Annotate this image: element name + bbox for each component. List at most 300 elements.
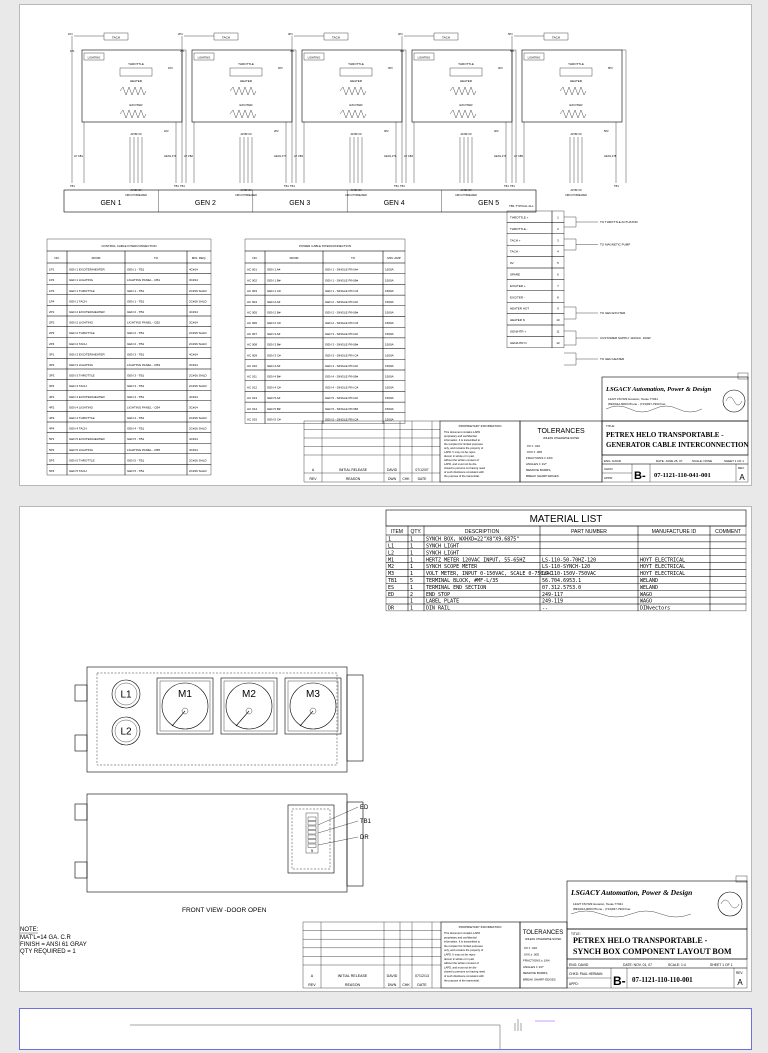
ac-label: A# B# C#	[460, 133, 472, 136]
power-cable-table-cell-text: AC 002	[247, 278, 258, 283]
material-cell-text: L1	[388, 543, 395, 550]
control-cable-table-cell-text: GEN 4 - TB1	[127, 394, 145, 399]
rev-header-2: REV	[308, 983, 316, 987]
tag-tach: 5P4	[508, 33, 513, 36]
power-cable-table-cell-text: GEN 1 A#	[267, 267, 281, 272]
material-cell	[710, 576, 746, 583]
proprietary-line-2: the recipient for limited purposes	[444, 944, 483, 948]
material-cell-text: L2	[388, 550, 395, 557]
tag-tach: 2P4	[178, 33, 183, 36]
material-cell	[386, 597, 408, 604]
eng-text-2: ENG: DAVID	[569, 963, 589, 967]
material-header: PART NUMBER	[571, 529, 607, 535]
material-cell	[710, 556, 746, 563]
control-cable-table-cell-text: GEN 4 EXCITER/HEATER	[69, 394, 105, 399]
scale-text-2: SCALE: 1:4	[668, 963, 686, 967]
material-cell-text: LS-110-SYNCH-120	[542, 564, 591, 571]
material-cell	[710, 583, 746, 590]
tb1-num: 9	[557, 306, 559, 311]
breaker-label: CIRCUIT BREAKER	[345, 194, 367, 197]
ac-label: A# B# C#	[240, 133, 252, 136]
tb1-label: THROTTLE +	[510, 215, 529, 220]
control-cable-table-cell-text: GEN 2 EXCITER/HEATER	[69, 310, 105, 315]
material-cell	[710, 570, 746, 577]
rev-entry: INITIAL RELEASE	[339, 468, 367, 472]
tb1-num: 8	[557, 295, 559, 300]
tb1-label-cell	[507, 257, 552, 268]
control-cable-table-cell-text: LIGHTING PANEL - CB2	[127, 320, 161, 325]
power-cable-table-cell-text: GEN 5 B#	[267, 406, 281, 411]
power-cable-table-cell-text: GEN 4 C#	[267, 385, 281, 390]
material-cell-text: TB1	[388, 578, 398, 584]
material-cell-text: 1	[388, 536, 392, 543]
material-header: COMMENT	[715, 529, 741, 535]
control-cable-table-cell-text: GEN 4 - TB1	[127, 426, 145, 431]
generator-3	[288, 32, 406, 197]
tag-throttle: 5P3	[608, 67, 613, 70]
material-cell-text: ED	[388, 591, 395, 598]
power-cable-table-header: TO	[350, 255, 356, 260]
proprietary-line: duced, in whole or in part,	[444, 455, 475, 458]
material-cell-text: WAGO	[640, 591, 653, 598]
tb1-bracket	[564, 217, 598, 227]
heater-resistor	[340, 87, 366, 95]
power-cable-table-cell-text: AC 014	[247, 406, 258, 411]
meter-needle	[300, 711, 313, 726]
tolerance-line-2: ANGLES ± 1/2°	[523, 964, 544, 969]
tb1-num: 7	[557, 283, 559, 288]
tb1-bracket	[564, 239, 598, 250]
material-cell-text: SYNCH SCOPE METER	[426, 564, 478, 571]
ac-bottom: A# B# C#	[240, 189, 252, 192]
tb1-label-left: TB1	[70, 185, 75, 188]
rev-value: A	[739, 473, 745, 482]
tolerance-line-2: .XX ± .010	[523, 946, 537, 950]
rev-entry: 07/12/07	[415, 468, 429, 472]
material-cell-text: WELAND	[640, 584, 659, 591]
tb1-num: 11	[556, 329, 560, 334]
power-cable-table-cell-text: AC 015	[247, 417, 258, 422]
power-cable-table-cell-text: GEN 5 - SINGLE PIN C#	[325, 417, 359, 422]
tb1-label: GEN/HTR +	[510, 329, 527, 334]
tag-tach: 4P4	[398, 33, 403, 36]
material-cell-text: SYNCH LIGHT	[426, 550, 460, 557]
tag-tach: 3P4	[288, 33, 293, 36]
view-caption: FRONT VIEW -DOOR OPEN	[182, 907, 267, 914]
heater-resistor	[560, 87, 586, 95]
print-tag	[738, 373, 748, 379]
power-cable-table-cell-text: GEN 2 A#	[267, 299, 281, 304]
gen-note: GEN1,1T8	[604, 155, 617, 158]
control-cable-table-cell-text: 2C#16 SHLD	[189, 373, 207, 378]
proprietary-line: LAPD, and must not be dis-	[444, 463, 477, 466]
title-line2-2: SYNCH BOX COMPONENT LAYOUT BOM	[573, 947, 732, 956]
power-cable-table-cell-text: 1500A	[385, 299, 394, 304]
tb1-bracket	[564, 307, 598, 319]
scale-text: SCALE: NONE	[692, 459, 713, 463]
heater-label: HEATER	[570, 79, 582, 83]
control-cable-table-cell-text: 3P1	[49, 352, 55, 357]
appd-text: APPD:	[604, 476, 614, 480]
tag-light: 4P1	[400, 50, 405, 53]
ac-bottom: A# B# C#	[570, 189, 582, 192]
lighting-label: LIGHTING	[87, 56, 101, 60]
throttle-box	[120, 68, 152, 76]
exciter-label: EXCITER	[569, 103, 583, 107]
control-cable-table-cell-text: 4P1	[49, 394, 55, 399]
tb1-num: 5	[557, 261, 559, 266]
rev-header: REASON	[345, 477, 361, 481]
terminal	[308, 831, 316, 835]
control-cable-table-cell-text: 4C#14	[189, 394, 198, 399]
material-cell-text: HOYT ELECTRICAL	[640, 564, 686, 571]
light-label: L2	[120, 726, 132, 738]
power-cable-table-cell-text: GEN 3 - SINGLE PIN A#	[325, 331, 358, 336]
rev-header: DATE	[417, 477, 427, 481]
material-cell-text: HERTZ METER 120VAC INPUT, 55-65HZ	[426, 557, 526, 564]
control-cable-table-cell-text: GEN 2 - TB1	[127, 310, 145, 315]
material-cell-text: LS-110-50-70HZ-120	[542, 557, 597, 564]
sheet-next-partial	[19, 1008, 752, 1050]
tach-label: TACH	[332, 35, 340, 40]
sheet-text-2: SHEET 1 OF 1	[710, 963, 733, 967]
dwg-number: 07-1121-110-041-001	[654, 472, 711, 479]
tach-label: TACH	[222, 35, 230, 40]
lp-label: LP CB5	[514, 155, 523, 158]
proprietary-line-2: proprietary and confidential	[444, 936, 477, 940]
power-cable-table-cell-text: AC 001	[247, 267, 258, 272]
leader-tb1	[318, 821, 358, 833]
gen-label: GEN 5	[478, 200, 500, 207]
title-block	[602, 373, 749, 482]
title-label: TITLE:	[606, 424, 616, 428]
material-cell-text: WELAND	[640, 578, 659, 584]
tb1-label: HEATER N	[510, 318, 525, 323]
control-cable-table-cell-text: 1P2	[49, 278, 55, 283]
control-cable-table-cell-text: 3C#14	[189, 278, 198, 283]
power-cable-table-cell-text: GEN 3 B#	[267, 342, 281, 347]
lighting-label: LIGHTING	[307, 56, 321, 60]
proprietary-title: PROPRIETARY INFORMATION	[458, 424, 502, 428]
proprietary-line: LAPD. It may not be repro-	[444, 451, 476, 454]
generator-1	[68, 32, 186, 197]
meter-M3-frame	[285, 678, 341, 734]
control-cable-table-cell-text: 4P2	[49, 405, 55, 410]
rev-header-2: DWN	[387, 983, 397, 987]
material-cell-text: 1	[410, 605, 414, 612]
rev-entry-2: 07/12/13	[415, 974, 429, 978]
power-cable-table-cell-text: 1500A	[385, 353, 394, 358]
sheet-text: SHEET 1 OF 1	[724, 459, 744, 463]
lp-label: LP CB4	[404, 155, 413, 158]
proprietary-line-2: only, and remains the property of	[444, 949, 484, 953]
control-cable-table-cell-text: 3C#14	[189, 363, 198, 368]
partial-symbol	[515, 1019, 521, 1031]
exciter-resistor	[340, 110, 366, 118]
control-cable-table-cell-text: GEN 4 - TB1	[127, 416, 145, 421]
tach-label: TACH	[442, 35, 450, 40]
material-cell-text: HOYT ELECTRICAL	[640, 571, 686, 578]
control-cable-table-cell-text: GEN 2 - TB1	[127, 331, 145, 336]
sheet-synch-box-layout	[19, 506, 752, 992]
tag-light: 2P1	[180, 50, 185, 53]
material-cell-text: TERMINAL END SECTION	[426, 584, 487, 591]
power-cable-table-title: POWER CABLE INTERCONNECTION	[298, 243, 352, 248]
control-cable-table-cell-text: GEN 5 - TB1	[127, 469, 145, 474]
control-cable-table-cell-text: 3C#14	[189, 405, 198, 410]
generator-housing	[522, 50, 622, 122]
panel-body	[87, 667, 347, 772]
power-cable-table-cell-text: GEN 3 C#	[267, 353, 281, 358]
company-wave-2	[571, 911, 691, 917]
ac-label: A# B# C#	[350, 133, 362, 136]
din-rail	[306, 813, 318, 853]
power-cable-table-cell-text: GEN 1 B#	[267, 278, 281, 283]
control-cable-table-cell-text: GEN 4 LIGHTING	[69, 405, 94, 410]
ac-bottom: A# B# C#	[130, 189, 142, 192]
tb1-label-right: TB1	[614, 185, 619, 188]
heater-resistor	[450, 87, 476, 95]
power-cable-table-cell-text: AC 006	[247, 321, 258, 326]
rev-header-2: CHK	[402, 983, 410, 987]
ac-bottom: A# B# C#	[350, 189, 362, 192]
title-label-2: TITLE:	[571, 932, 581, 936]
date-text: DATE: JUNE 25, 07	[656, 459, 683, 463]
power-cable-table-cell-text: 1500A	[385, 385, 394, 390]
control-cable-table-cell-text: 1P1	[49, 267, 55, 272]
panel-handle	[347, 675, 363, 761]
proprietary-line-2: the purpose of the transmittal.	[444, 979, 480, 983]
heater-resistor	[120, 87, 146, 95]
terminal	[308, 822, 316, 826]
tag-exciter: 4P2	[494, 130, 499, 133]
tolerance-line: ANGLES ± 1/2°	[526, 462, 547, 466]
company-logo-wave	[726, 397, 742, 405]
control-cable-table-cell-text: GEN 5 - TB1	[127, 458, 145, 463]
throttle-label: THROTTLE	[458, 62, 474, 66]
power-cable-table-cell-text: GEN 4 - SINGLE PIN C#	[325, 385, 359, 390]
power-cable-table-header: MIN. AMP	[387, 255, 401, 260]
material-cell	[540, 542, 638, 549]
note-title: NOTE:	[20, 927, 39, 933]
tb1-label-left: TB1	[400, 185, 405, 188]
lighting-label: LIGHTING	[197, 56, 211, 60]
exciter-resistor	[560, 110, 586, 118]
material-cell-text: M3	[388, 571, 395, 578]
proprietary-line: proprietary and confidential	[444, 435, 477, 438]
power-cable-table-cell-text: GEN 3 - SINGLE PIN B#	[325, 342, 359, 347]
control-cable-table-cell-text: GEN 1 LIGHTING	[69, 278, 94, 283]
power-cable-table-cell-text: GEN 4 - SINGLE PIN A#	[325, 364, 358, 369]
power-cable-table-cell-text: GEN 1 C#	[267, 289, 281, 294]
material-cell-text: 2	[410, 591, 414, 598]
gen-note: GEN1,1T7	[274, 155, 287, 158]
exciter-label: EXCITER	[349, 103, 363, 107]
tb1-num: 3	[557, 238, 559, 243]
control-cable-table-cell-text: 2P3	[49, 331, 55, 336]
meter-needle	[236, 711, 249, 726]
control-cable-table-cell-text: GEN 1 TACH	[69, 299, 87, 304]
lp-label: LP CB1	[74, 155, 83, 158]
power-cable-table-cell-text: AC 009	[247, 353, 258, 358]
power-cable-table-cell-text: 1500A	[385, 342, 394, 347]
rev-header-2: REASON	[344, 983, 361, 987]
power-cable-table-cell-text: 1500A	[385, 321, 394, 326]
company-phone: (832)912-9063 Phone - (713)937-7903 Fax	[608, 402, 666, 406]
control-cable-table-cell-text: GEN 1 - TB1	[127, 299, 145, 304]
tag-exciter: 5P2	[604, 130, 609, 133]
control-cable-table-cell-text: 2C#16 SHLD	[189, 416, 207, 421]
control-cable-table-cell-text: GEN 3 LIGHTING	[69, 363, 94, 368]
company-logo-wave-2	[721, 900, 739, 908]
proprietary-line: of such disclosure consistent with	[444, 471, 484, 474]
control-cable-table-cell-text: 4C#14	[189, 267, 198, 272]
tb1-label-left: TB1	[290, 185, 295, 188]
power-cable-table-cell-text: GEN 3 A#	[267, 331, 281, 336]
lp-label: LP CB3	[294, 155, 303, 158]
gen-note: GEN1,1T3	[494, 155, 507, 158]
control-cable-table-cell-text: 1P3	[49, 288, 55, 293]
title-line2: GENERATOR CABLE INTERCONNECTION	[606, 441, 749, 449]
control-cable-table-cell-text: GEN 5 EXCITER/HEATER	[69, 437, 105, 442]
terminal	[308, 826, 316, 830]
material-cell-text: 1	[410, 571, 414, 578]
control-cable-table-cell-text: 2P2	[49, 320, 55, 325]
tolerance-line-2: BREAK SHARP EDGES	[523, 977, 556, 982]
material-cell-text: 1	[410, 543, 414, 550]
terminal-count: 5	[310, 848, 314, 853]
control-cable-table-cell-text: 2C#16 SHLD	[189, 426, 207, 431]
tb1-note: TO GEN HEATER	[600, 357, 625, 361]
control-cable-table-header: FROM	[91, 255, 101, 260]
control-cable-table-cell-text: 5P4	[49, 469, 55, 474]
rev-header: DWN	[387, 477, 397, 481]
heater-resistor	[230, 87, 256, 95]
terminal	[308, 840, 316, 844]
throttle-box	[450, 68, 482, 76]
tb1-label: THROTTLE -	[510, 226, 528, 231]
tb1-label-right: TB1	[174, 185, 179, 188]
gen-label: GEN 4	[383, 200, 405, 207]
material-cell	[540, 604, 638, 611]
control-cable-table-cell-text: 2P1	[49, 310, 55, 315]
power-cable-table-cell-text: GEN 1 - SINGLE PIN B#	[325, 278, 359, 283]
power-cable-table-cell-text: 1500A	[385, 396, 394, 401]
label-ed: ED	[360, 805, 369, 811]
proprietary-line-2: information. It is transmitted to	[444, 940, 480, 944]
exciter-resistor	[120, 110, 146, 118]
material-cell	[710, 590, 746, 597]
tach-label: TACH	[552, 35, 560, 40]
proprietary-line: the recipient for limited purposes	[444, 443, 483, 446]
proprietary-line: without the written consent of	[444, 459, 479, 462]
chkd-text-2: CHKD: PAUL HERMAN	[569, 972, 603, 976]
generator-5	[508, 32, 626, 197]
tag-exciter: 1P2	[164, 130, 169, 133]
material-cell-text: WAGO	[640, 598, 653, 605]
gen-label: GEN 3	[289, 200, 311, 207]
interior-handle	[347, 802, 363, 886]
company-wave	[606, 406, 702, 412]
breaker-label: CIRCUIT BREAKER	[455, 194, 477, 197]
generator-housing	[192, 50, 292, 122]
proprietary-line: the purpose of the transmittal.	[444, 475, 480, 478]
power-cable-table-cell-text: AC 008	[247, 342, 258, 347]
power-cable-table-cell-text: AC 011	[247, 374, 257, 379]
material-cell-text: DIN RAIL	[426, 605, 451, 612]
label-tb1: TB1	[360, 819, 372, 825]
tag-light: 1P1	[70, 50, 75, 53]
power-cable-table-header: FROM	[289, 255, 299, 260]
breaker-label: CIRCUIT BREAKER	[235, 194, 257, 197]
tolerance-line-2: FRACTIONS ± 1/64	[523, 958, 550, 963]
control-cable-table-header: NO.	[54, 255, 60, 260]
tolerances-sub-2: UNLESS OTHERWISE NOTED	[524, 938, 562, 941]
tb1-label: EXCITER -	[510, 295, 525, 300]
proprietary-title-2: PROPRIETARY INFORMATION	[458, 925, 502, 929]
appd-text-2: APPD:	[569, 982, 579, 986]
proprietary-line: closed to persons not having need	[444, 467, 485, 470]
title-block-2	[567, 876, 747, 988]
power-cable-table-cell-text: GEN 2 - SINGLE PIN C#	[325, 321, 359, 326]
control-cable-table-cell-text: GEN 5 TACH	[69, 469, 87, 474]
control-cable-table-cell-text: GEN 1 - TB1	[127, 267, 145, 272]
power-cable-table-cell-text: AC 004	[247, 299, 258, 304]
material-cell-text: TERMINAL BLOCK, #MF-L/35	[426, 578, 499, 584]
power-cable-table-cell-text: GEN 2 B#	[267, 310, 281, 315]
control-cable-table-cell-text: LIGHTING PANEL - CB4	[127, 405, 161, 410]
tb1-label: HEATER HOT	[510, 306, 530, 311]
material-cell	[540, 535, 638, 542]
material-cell-text: 1	[410, 536, 414, 543]
tb1-note: TO GEN EXCITER	[600, 311, 626, 315]
power-cable-table-cell-text: GEN 4 A#	[267, 364, 281, 369]
tb1-num: 2	[557, 226, 559, 231]
tb1-label: SPARE	[510, 272, 520, 277]
proprietary-line: This document contains LAPD	[444, 431, 481, 434]
control-cable-table-cell-text: GEN 3 TACH	[69, 384, 87, 389]
exciter-resistor	[450, 110, 476, 118]
tolerance-line: FRACTIONS ± 1/64	[526, 456, 553, 460]
power-cable-table-cell-text: AC 005	[247, 310, 258, 315]
leader-dr	[318, 837, 358, 845]
sheet1-drawing	[20, 5, 751, 485]
company-phone-2: (832)912-9063 Phone - (713)937-7903 Fax	[573, 907, 631, 911]
control-cable-table	[47, 239, 211, 475]
material-cell-text: ES	[388, 584, 395, 591]
control-cable-table-cell-text: GEN 1 - TB1	[127, 288, 145, 293]
dwg-number-2: 07-1121-110-110-001	[632, 976, 693, 984]
control-cable-table-cell-text: GEN 3 THROTTLE	[69, 373, 95, 378]
lighting-label: LIGHTING	[527, 56, 541, 60]
rev-entry: A	[311, 468, 315, 472]
proprietary-line-2: closed to persons not having need	[444, 970, 485, 974]
material-header: MANUFACTURE ID	[651, 529, 697, 535]
rev-header: CHK	[402, 477, 410, 481]
power-cable-table-cell-text: GEN 5 - SINGLE PIN B#	[325, 406, 359, 411]
tb1-bracket	[564, 331, 598, 345]
control-cable-table-cell-text: 4C#14	[189, 310, 198, 315]
company-address: 12227 FM 529 Houston, Texas 77041	[608, 397, 658, 401]
gen-note: GEN1,1T9	[384, 155, 397, 158]
material-cell-text: END STOP	[426, 591, 451, 598]
rev-entry-2: DAVID	[386, 974, 398, 978]
breaker-label: CIRCUIT BREAKER	[125, 194, 147, 197]
control-cable-table-cell-text: 3C#14	[189, 320, 198, 325]
power-cable-table-cell-text: GEN 3 - SINGLE PIN C#	[325, 353, 359, 358]
material-cell-text: 249-119	[542, 598, 564, 605]
control-cable-table-cell-text: LIGHTING PANEL - CB3	[127, 363, 161, 368]
